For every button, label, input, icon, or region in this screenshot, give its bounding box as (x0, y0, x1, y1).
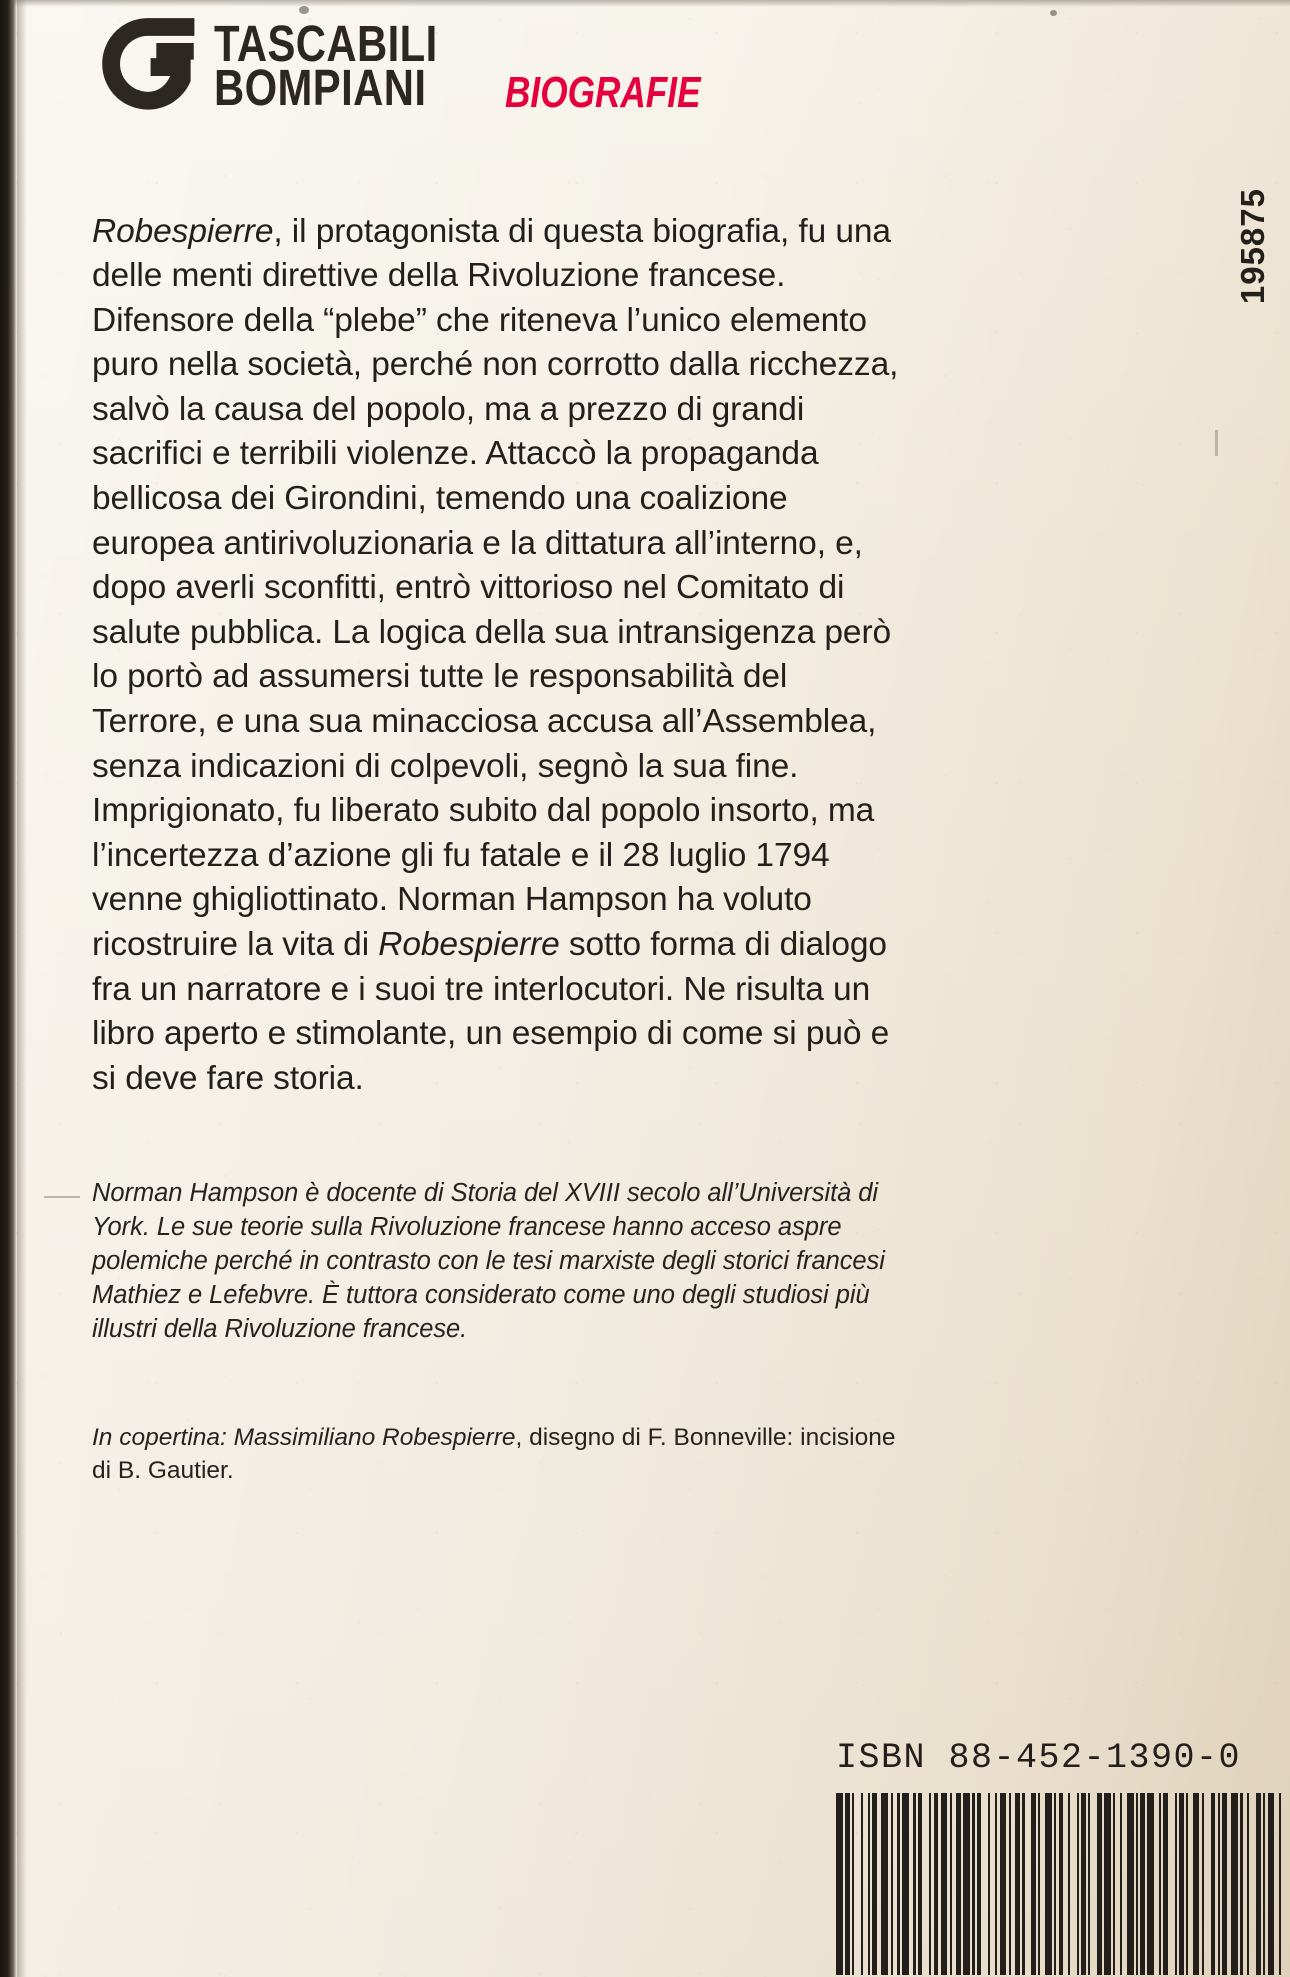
back-cover-blurb (92, 210, 902, 1102)
scan-scratch (1215, 430, 1218, 456)
barcode-bar (1045, 1793, 1052, 1975)
barcode-bar (1168, 1793, 1175, 1975)
barcode-bar (1070, 1793, 1077, 1975)
isbn-block (836, 1738, 1290, 1975)
barcode-bar (1000, 1793, 1007, 1975)
barcode-bar (854, 1793, 861, 1975)
barcode-bar (1204, 1793, 1211, 1975)
blurb-body-text-tail: sotto forma di dialogo fra un narratore e i suoi tre interlocutori. Ne risulta un libro aperto e stimolante, un esempio di come si può e si deve fare storia. (92, 926, 890, 1097)
barcode-bar (963, 1793, 970, 1975)
barcode-bar (1281, 1793, 1283, 1975)
author-note: Norman Hampson è docente di Storia del XVIII secolo all’Università di York. Le sue teorie sulla Rivoluzione francese hanno acceso aspre polemiche perché in contrasto con le tesi marxiste degli storici francesi Mathiez e Lefebvre. È tuttora considerato come uno degli studiosi più illustri della Rivoluzione francese. (92, 1178, 885, 1343)
catalogue-number: 195875 (1234, 188, 1271, 305)
blurb-mid-title: Robespierre (378, 926, 560, 963)
imprint-wordmark (214, 14, 487, 116)
book-spine-edge-highlight (17, 0, 27, 1977)
barcode-bar (1268, 1793, 1275, 1975)
barcode-bar (1127, 1793, 1134, 1975)
barcode-bar (1090, 1793, 1097, 1975)
isbn-number: ISBN 88-452-1390-0 (836, 1738, 1242, 1778)
series-label-biografie: BIOGRAFIE (504, 68, 701, 117)
ean-barcode (836, 1793, 1284, 1975)
barcode-bar (1104, 1793, 1111, 1975)
barcode-bar (981, 1793, 988, 1975)
imprint-line-tascabili: TASCABILI (214, 15, 438, 72)
cover-artwork-credit (92, 1421, 902, 1487)
barcode-bar (836, 1793, 843, 1975)
barcode-bar (1231, 1793, 1238, 1975)
scan-speck (299, 6, 309, 14)
book-spine-edge (0, 0, 17, 1977)
cover-credit-roman: , disegno di F. Bonneville: incisione di B. Gautier. (92, 1423, 896, 1484)
scan-scratch (44, 1196, 80, 1198)
barcode-bar (1193, 1793, 1200, 1975)
barcode-bar (1025, 1793, 1032, 1975)
imprint-line-bompiani: BOMPIANI (214, 58, 427, 116)
top-trim-shadow (0, 0, 1290, 7)
blurb-lead-title: Robespierre (92, 212, 274, 250)
barcode-bar (941, 1793, 948, 1975)
barcode-bar (1249, 1793, 1256, 1975)
barcode-bar (922, 1793, 929, 1975)
scan-speck (1050, 10, 1057, 16)
cover-credit-italic: In copertina: Massimiliano Robespierre (92, 1423, 516, 1451)
bompiani-g-logo-icon (96, 16, 200, 120)
barcode-bar (881, 1793, 888, 1975)
blurb-body-text: , il protagonista di questa biografia, fu una delle menti direttive della Rivoluzione francese. Difensore della “plebe” che riteneva l’unico elemento puro nella società, perché non corrotto dalla ricchezza, salvò la causa del popolo, ma a prezzo di grandi sacrifici e terribili violenze. Attaccò la propaganda bellicosa dei Girondini, temendo una coalizione europea antirivoluzionaria e la dittatura all’interno, e, dopo averli sconfitti, entrò vittorioso nel Comitato di salute pubblica. La logica della sua intransigenza però lo portò ad assumersi tutte le responsabilità del Terrore, e una sua minacciosa accusa all’Assemblea, senza indicazioni di colpevoli, segnò la sua fine. Imprigionato, fu liberato subito dal popolo insorto, ma l’incertezza d’azione gli fu fatale e il 28 luglio 1794 venne ghigliottinato. Norman Hampson ha voluto ricostruire la vita di (92, 212, 899, 963)
imprint-header (96, 14, 749, 120)
barcode-bar (902, 1793, 909, 1975)
barcode-bar (1147, 1793, 1154, 1975)
